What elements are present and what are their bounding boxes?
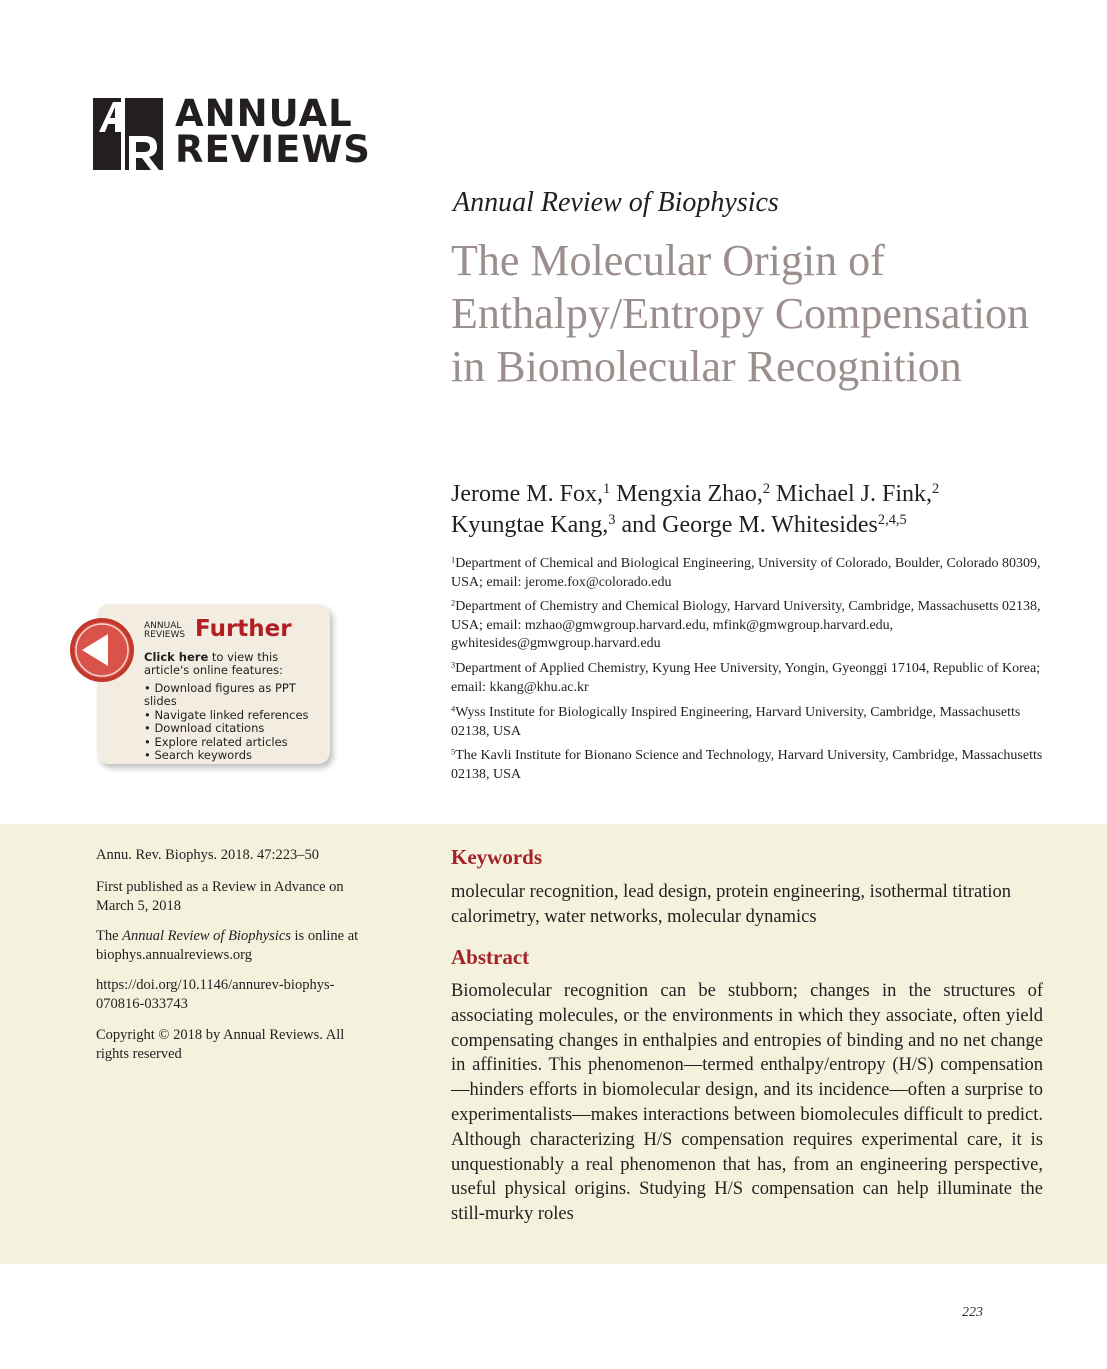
affiliation: $^5$The Kavli Institute for Bionano Science and Technology, Harvard University, Cambridge, Massachusetts 02138, USA <box>451 747 1043 782</box>
article-title: The Molecular Origin of Enthalpy/Entropy Compensation in Biomolecular Recognition <box>451 236 1030 391</box>
list-item: • Search keywords <box>144 749 330 762</box>
annual-reviews-logo-mark <box>93 98 163 170</box>
annual-reviews-logo <box>93 92 373 172</box>
author: Jerome M. Fox,$^1$ <box>451 481 611 507</box>
list-item: • Navigate linked references <box>144 709 330 722</box>
keywords-text: molecular recognition, lead design, protein engineering, isothermal titration calorimetry, water networks, molecular dynamics <box>451 882 1011 927</box>
keywords-heading: Keywords <box>451 845 542 869</box>
online-note: The Annual Review of Biophysics is online at biophys.annualreviews.org <box>96 928 359 963</box>
affiliation: $^3$Department of Applied Chemistry, Kyung Hee University, Yongin, Gyeonggi 17104, Republic of Korea; email: kkang@khu.ac.kr <box>451 660 1041 695</box>
logo-line-2: REVIEWS <box>175 128 371 171</box>
author: Mengxia Zhao,$^2$ <box>616 481 771 507</box>
page-number: 223 <box>962 1305 983 1320</box>
further-click-here[interactable]: Click here to view this article's online features: <box>144 650 283 677</box>
journal-name: Annual Review of Biophysics <box>453 187 779 218</box>
publication-date: First published as a Review in Advance on March 5, 2018 <box>96 879 344 914</box>
list-item: • Download figures as PPT slides <box>144 682 330 709</box>
author: Kyungtae Kang,$^3$ <box>451 512 616 538</box>
further-brand: ANNUAL REVIEWS <box>144 621 186 640</box>
further-title: Further <box>195 616 292 642</box>
copyright: Copyright © 2018 by Annual Reviews. All rights reserved <box>96 1027 345 1062</box>
logo-wordmark <box>175 92 371 171</box>
author: and George M. Whitesides$^{2,4,5}$ <box>621 512 907 538</box>
author: Michael J. Fink,$^2$ <box>776 481 940 507</box>
author-list <box>451 479 1071 541</box>
affiliation: $^2$Department of Chemistry and Chemical Biology, Harvard University, Cambridge, Massachusetts 02138, USA; email: mzhao@gmwgroup.harvard.edu, mfink@gmwgroup.harvard.edu, gwhitesides@gmwgroup.harvard.edu <box>451 598 1041 651</box>
play-arrow-icon[interactable] <box>68 616 136 684</box>
doi-link[interactable]: https://doi.org/10.1146/annurev-biophys-070816-033743 <box>96 977 335 1012</box>
affiliation: $^4$Wyss Institute for Biologically Inspired Engineering, Harvard University, Cambridge, Massachusetts 02138, USA <box>451 704 1021 739</box>
further-feature-list <box>144 682 330 762</box>
logo-line-1: ANNUAL <box>175 92 353 135</box>
list-item: • Explore related articles <box>144 736 330 749</box>
affiliation: $^1$Department of Chemical and Biological Engineering, University of Colorado, Boulder, Colorado 80309, USA; email: jerome.fox@colorado.edu <box>451 555 1041 590</box>
list-item: • Download citations <box>144 722 330 735</box>
citation: Annu. Rev. Biophys. 2018. 47:223–50 <box>96 847 320 863</box>
abstract-text: Biomolecular recognition can be stubborn; changes in the structures of associating molecules, or the environments in which they associate, often yield compensating changes in enthalpies and entropies of binding and no net change in affinities. This phenomenon—termed enthalpy/entropy (H/S) compensation—hinders efforts in biomolecular design, and its incidence—often a surprise to experimentalists—makes interactions between biomolecules difficult to predict. Although characterizing H/S compensation requires experimental care, it is unquestionably a real phenomenon that has, from an engineering perspective, useful physical origins. Studying H/S compensation can help illuminate the still-murky roles <box>451 981 1043 1225</box>
abstract-heading: Abstract <box>451 945 530 969</box>
